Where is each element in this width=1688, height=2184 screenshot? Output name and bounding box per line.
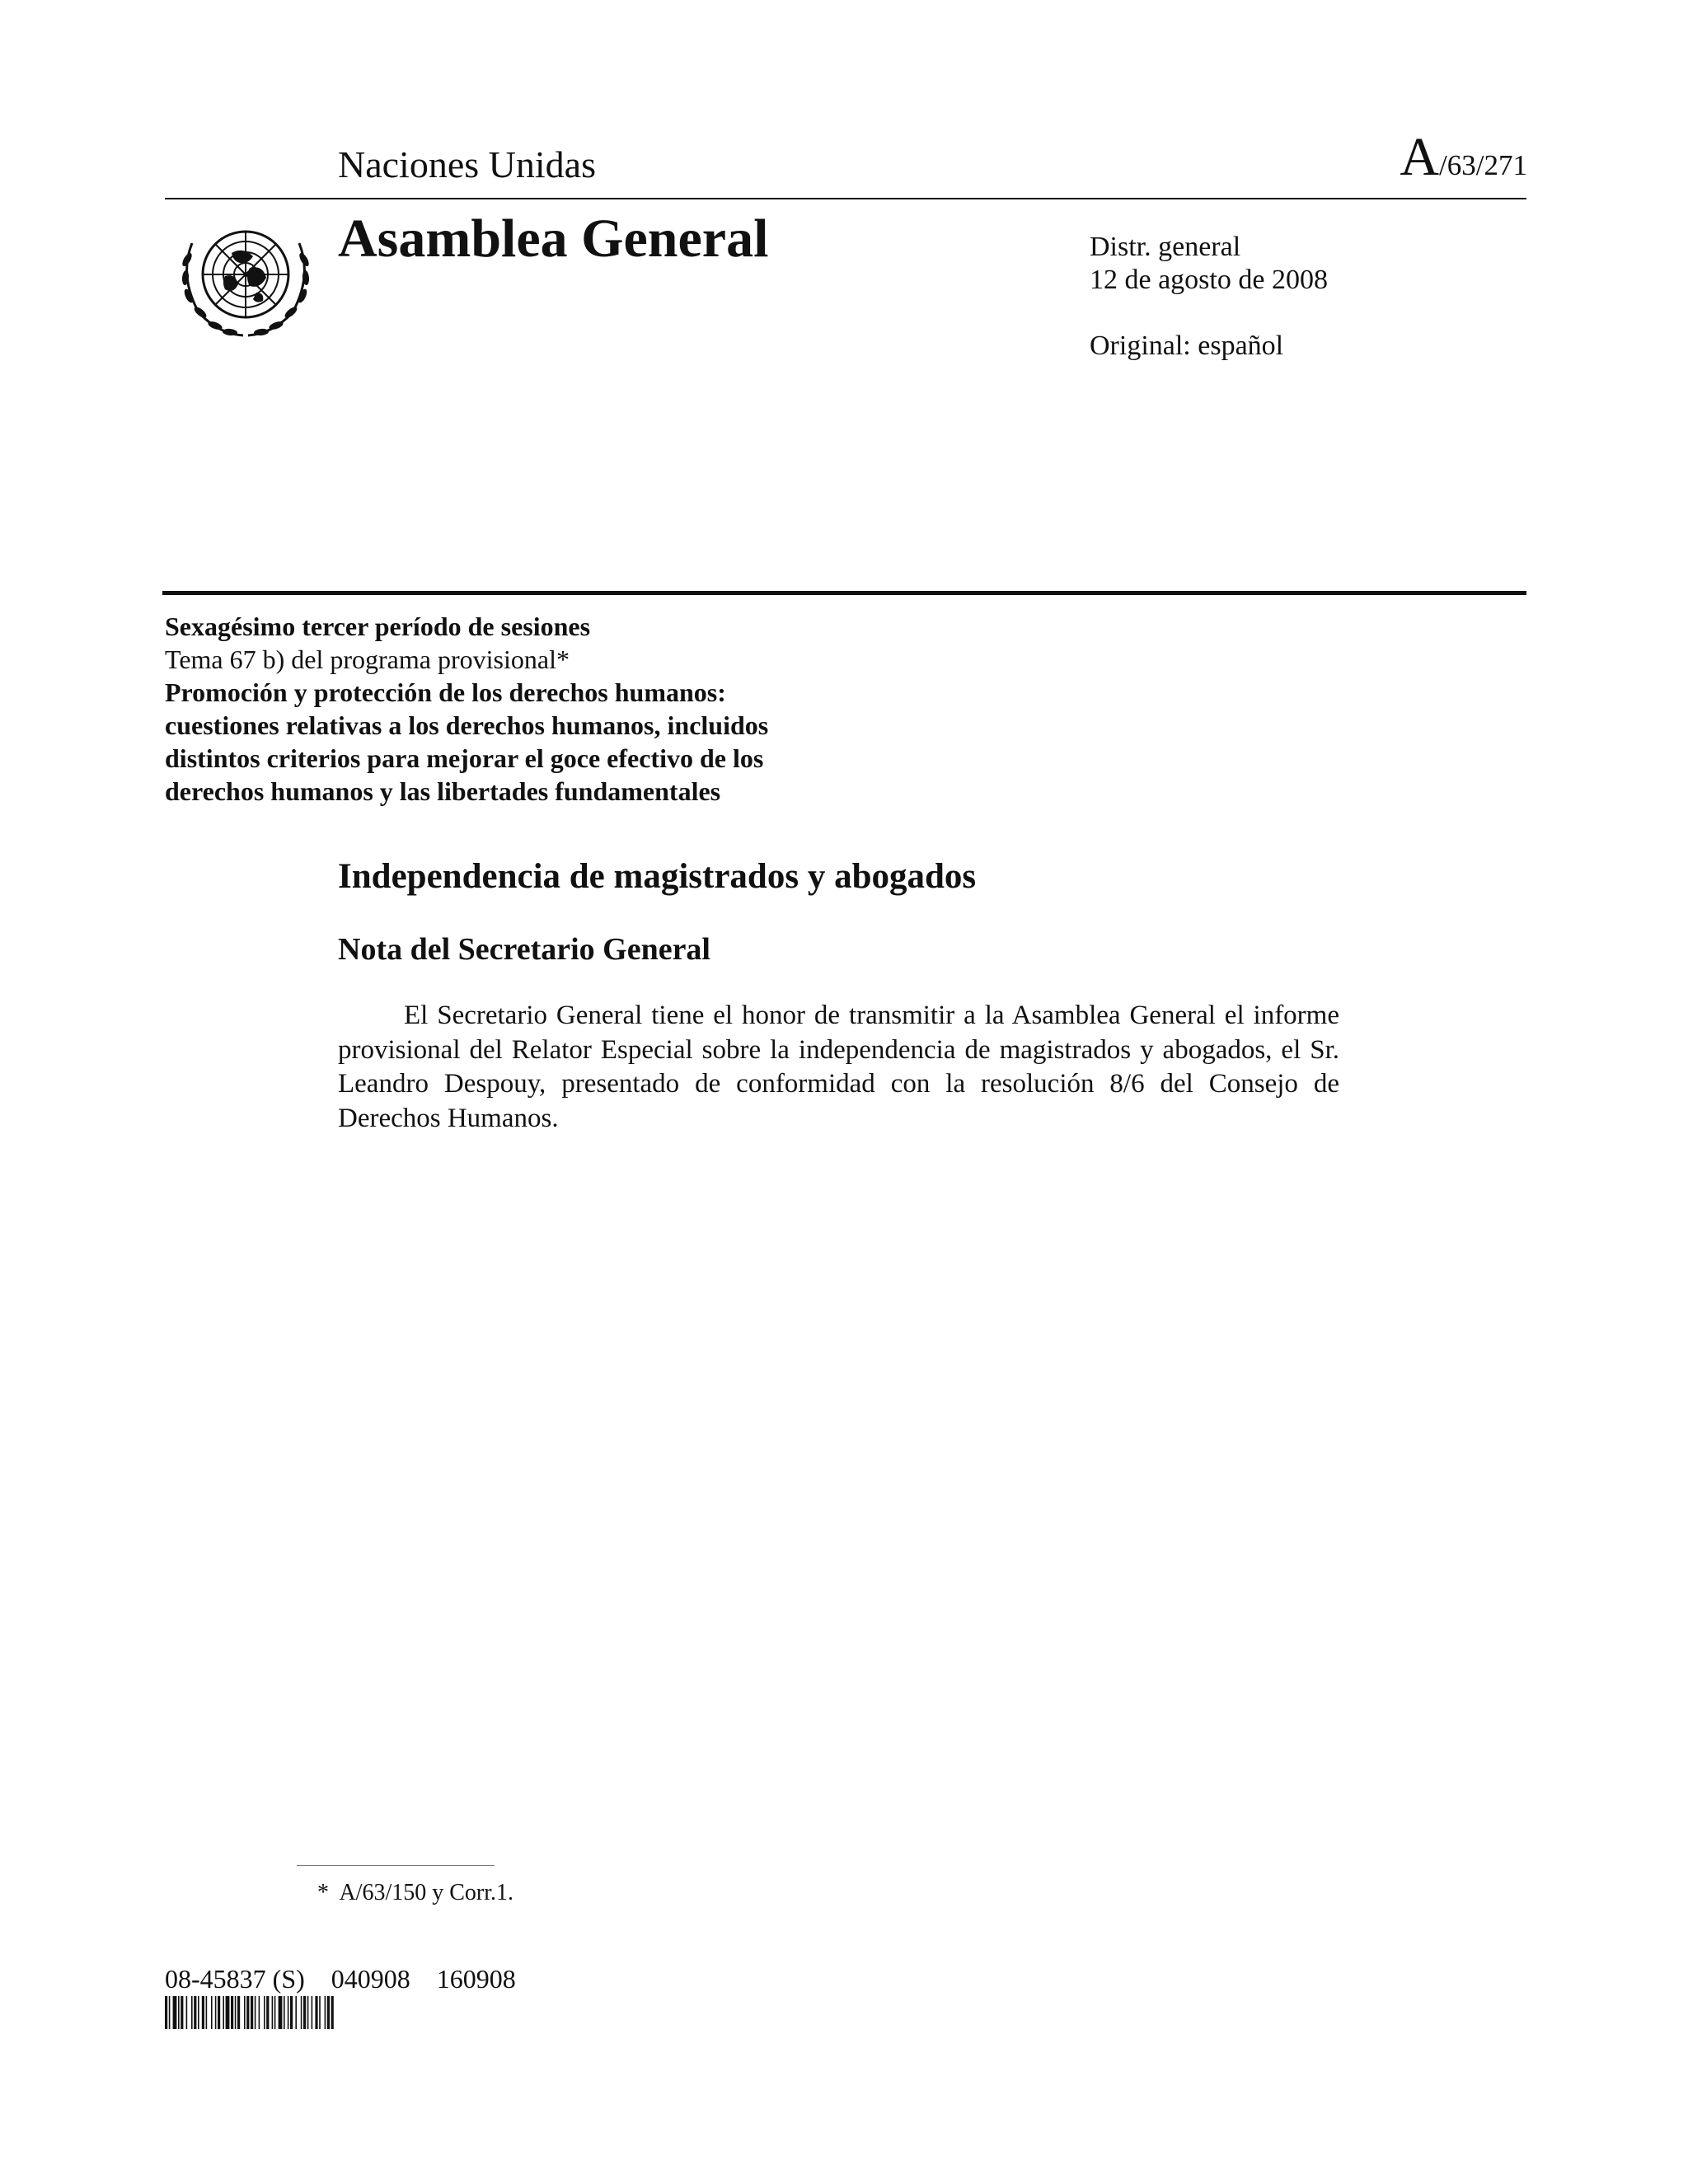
barcode-bar: [191, 1996, 193, 2029]
session-block: [165, 610, 907, 808]
barcode-bar: [231, 1996, 233, 2029]
barcode-bar: [264, 1996, 265, 2029]
barcode-bar: [319, 1996, 321, 2029]
barcode-bar: [251, 1996, 253, 2029]
barcode-bar: [206, 1996, 208, 2029]
barcode-bar: [295, 1996, 297, 2029]
section-rule: [162, 591, 1526, 595]
barcode-bar: [178, 1996, 180, 2029]
barcode-bar: [284, 1996, 285, 2029]
barcode-bar: [181, 1996, 183, 2029]
barcode-bar: [274, 1996, 276, 2029]
barcode-bar: [235, 1996, 237, 2029]
original-language: Original: español: [1090, 330, 1284, 361]
agenda-title-line: derechos humanos y las libertades fundamentales: [165, 776, 721, 806]
barcode-bar: [198, 1996, 199, 2029]
barcode-bar: [325, 1996, 326, 2029]
agenda-title-line: Promoción y protección de los derechos humanos:: [165, 677, 726, 707]
agenda-title-line: cuestiones relativas a los derechos humanos, incluidos: [165, 710, 769, 740]
symbol-letter: A: [1400, 127, 1440, 187]
barcode-bar: [246, 1996, 249, 2029]
barcode-bar: [307, 1996, 309, 2029]
barcode-bar: [303, 1996, 306, 2029]
barcode-bar: [266, 1996, 269, 2029]
barcode-bar: [211, 1996, 213, 2029]
document-subtitle: Nota del Secretario General: [338, 932, 710, 967]
header-rule: [165, 198, 1526, 199]
barcode-bar: [173, 1996, 177, 2029]
document-number: 08-45837 (S) 040908 160908: [165, 1964, 516, 1994]
un-emblem-icon: [167, 210, 324, 349]
barcode-bar: [223, 1996, 224, 2029]
organ-title: Asamblea General: [338, 209, 769, 269]
barcode-bar: [290, 1996, 293, 2029]
barcode-bar: [315, 1996, 317, 2029]
barcode-bar: [226, 1996, 230, 2029]
barcode-bar: [327, 1996, 330, 2029]
barcode-bar: [237, 1996, 240, 2029]
barcode-bar: [301, 1996, 302, 2029]
barcode-bar: [165, 1996, 167, 2029]
agenda-item: Tema 67 b) del programa provisional*: [165, 644, 570, 674]
document-title: Independencia de magistrados y abogados: [338, 857, 977, 896]
symbol-number: /63/271: [1439, 149, 1527, 181]
barcode-bar: [194, 1996, 196, 2029]
agenda-title-line: distintos criterios para mejorar el goce efectivo de los: [165, 743, 764, 773]
distribution-type: Distr. general: [1090, 232, 1241, 262]
barcode-bar: [218, 1996, 220, 2029]
barcode-bar: [202, 1996, 204, 2029]
distribution-block: [1090, 231, 1328, 363]
barcode-bar: [312, 1996, 313, 2029]
barcode-bar: [259, 1996, 260, 2029]
barcode-bar: [279, 1996, 283, 2029]
distribution-date: 12 de agosto de 2008: [1090, 265, 1328, 295]
document-symbol: [1400, 129, 1527, 186]
barcode-bar: [186, 1996, 188, 2029]
organization-name: Naciones Unidas: [338, 143, 596, 185]
session-title: Sexagésimo tercer período de sesiones: [165, 612, 591, 641]
barcode-bar: [272, 1996, 274, 2029]
footnote-rule: [297, 1865, 495, 1866]
barcode-bar: [288, 1996, 289, 2029]
barcode-bar: [169, 1996, 171, 2029]
barcode-bar: [255, 1996, 256, 2029]
barcode-bar: [331, 1996, 334, 2029]
barcode-bar: [215, 1996, 217, 2029]
barcode-bar: [244, 1996, 246, 2029]
footnote: * A/63/150 y Corr.1.: [317, 1880, 514, 1905]
barcode-icon: [165, 1996, 445, 2029]
body-paragraph: El Secretario General tiene el honor de transmitir a la Asamblea General el informe provisional del Relator Especial sobre la independencia de magistrados y abogados, el Sr. Leandro Despouy, presentado de conformidad con la resolución 8/6 del Consejo de Derechos Humanos.: [338, 1001, 1339, 1133]
